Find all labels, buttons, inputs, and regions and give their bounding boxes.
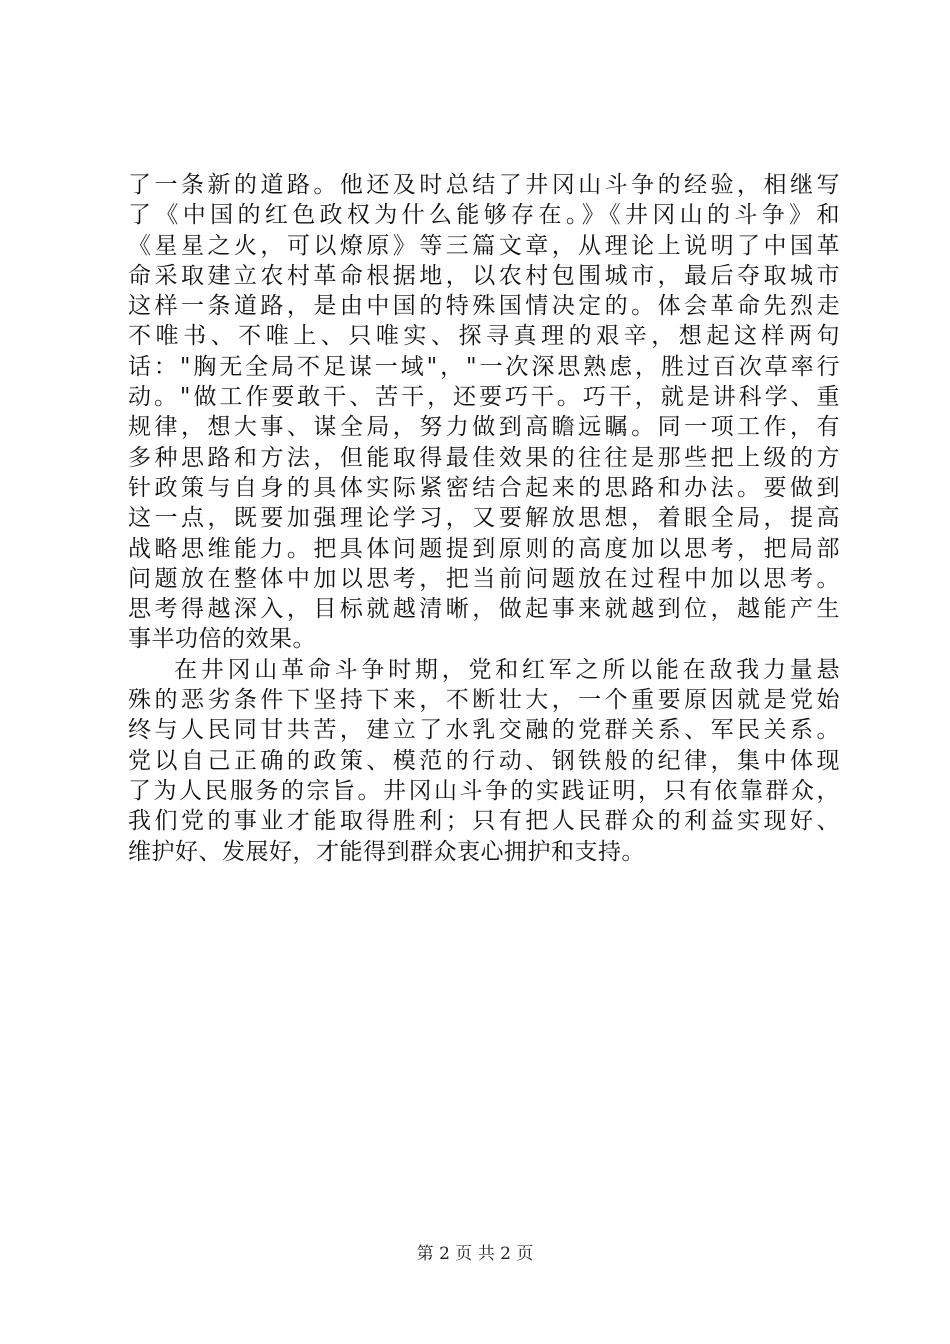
text-line: 规律，想大事、谋全局，努力做到高瞻远瞩。同一项工作，有: [128, 414, 840, 441]
text-line: 不唯书、不唯上、只唯实、探寻真理的艰辛，想起这样两句: [128, 323, 840, 350]
text-line: 问题放在整体中加以思考，把当前问题放在过程中加以思考。: [128, 565, 840, 592]
text-line: 了一条新的道路。他还及时总结了井冈山斗争的经验，相继写: [128, 172, 840, 198]
text-line: 事半功倍的效果。: [128, 626, 316, 653]
text-line: 话："胸无全局不足谋一域"，"一次深思熟虑，胜过百次草率行: [128, 353, 840, 380]
text-line: 了《中国的红色政权为什么能够存在。》《井冈山的斗争》和: [128, 202, 840, 229]
text-line: 这样一条道路，是由中国的特殊国情决定的。体会革命先烈走: [128, 293, 840, 320]
text-line: 战略思维能力。把具体问题提到原则的高度加以思考，把局部: [128, 535, 840, 562]
text-line: 在井冈山革命斗争时期，党和红军之所以能在敌我力量悬: [174, 656, 840, 683]
paragraph-1: [128, 170, 840, 655]
text-line: 维护好、发展好，才能得到群众衷心拥护和支持。: [128, 838, 645, 865]
text-line: 针政策与自身的具体实际紧密结合起来的思路和办法。要做到: [128, 474, 840, 501]
text-line: 命采取建立农村革命根据地，以农村包围城市，最后夺取城市: [128, 262, 840, 289]
text-line: 终与人民同甘共苦，建立了水乳交融的党群关系、军民关系。: [128, 717, 840, 744]
page-number-footer: 第 2 页 共 2 页: [416, 1244, 534, 1264]
text-line: 思考得越深入，目标就越清晰，做起事来就越到位，越能产生: [128, 596, 840, 623]
paragraph-2: [128, 655, 840, 867]
text-line: 《星星之火，可以燎原》等三篇文章，从理论上说明了中国革: [128, 232, 840, 259]
text-line: 这一点，既要加强理论学习，又要解放思想，着眼全局，提高: [128, 505, 840, 532]
text-line: 了为人民服务的宗旨。井冈山斗争的实践证明，只有依靠群众，: [128, 777, 840, 804]
text-line: 殊的恶劣条件下坚持下来，不断壮大，一个重要原因就是党始: [128, 687, 840, 714]
text-line: 党以自己正确的政策、模范的行动、钢铁般的纪律，集中体现: [128, 747, 840, 774]
body-text: [128, 170, 840, 867]
text-line: 动。"做工作要敢干、苦干，还要巧干。巧干，就是讲科学、重: [128, 384, 840, 411]
text-line: 多种思路和方法，但能取得最佳效果的往往是那些把上级的方: [128, 444, 840, 471]
text-line: 我们党的事业才能取得胜利；只有把人民群众的利益实现好、: [128, 808, 840, 835]
